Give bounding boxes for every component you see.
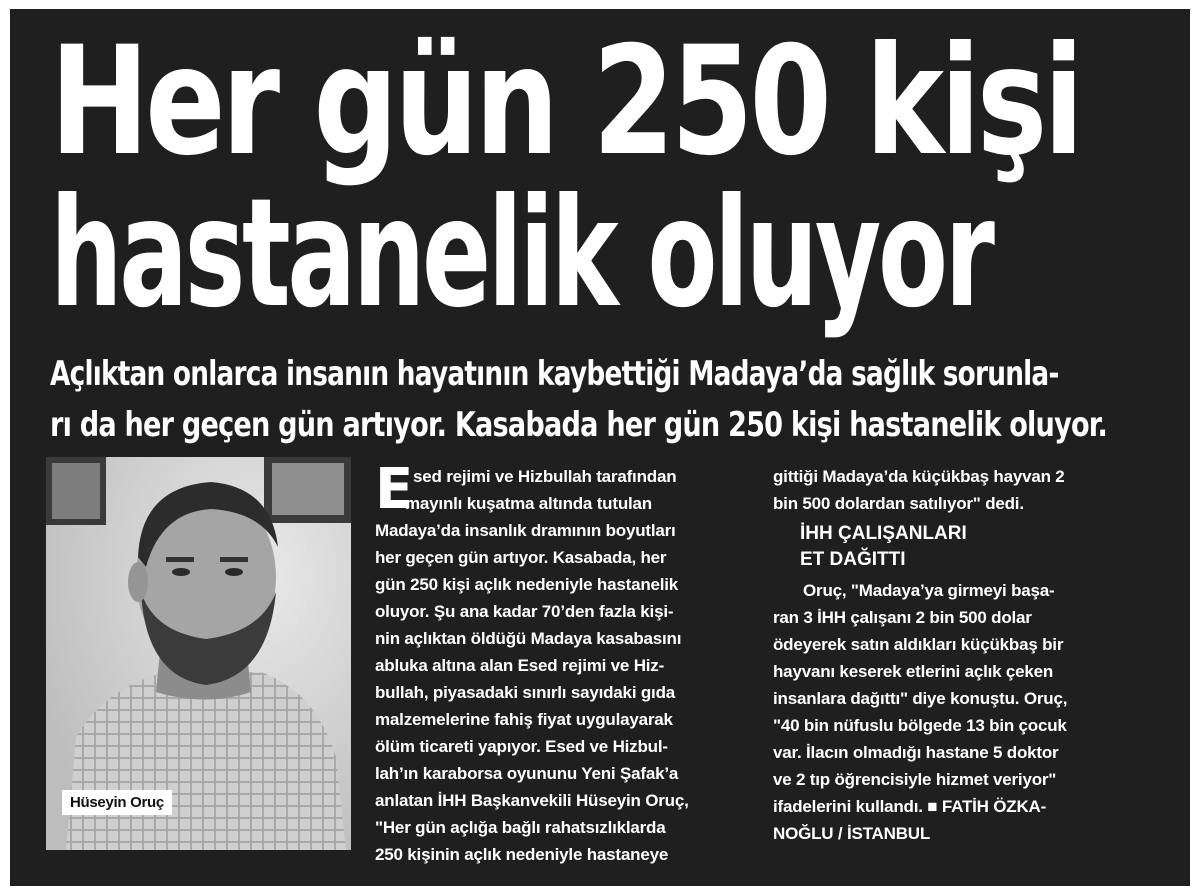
column-line: bullah, piyasadaki sınırlı sayıdaki gıda bbox=[375, 683, 676, 702]
column-line: abluka altına alan Esed rejimi ve Hiz- bbox=[375, 656, 665, 675]
subheading-line: ET DAĞITTI bbox=[800, 549, 906, 570]
subheading bbox=[800, 521, 1158, 573]
column-line: ifadelerini kullandı. ■ FATİH ÖZKA- bbox=[773, 797, 1047, 816]
column-line: ran 3 İHH çalışanı 2 bin 500 dolar bbox=[773, 608, 1032, 627]
headline-line-2: hastanelik oluyor bbox=[50, 167, 992, 341]
column-line: oluyor. Şu ana kadar 70’den fazla kişi- bbox=[375, 602, 674, 621]
subheading-line: İHH ÇALIŞANLARI bbox=[800, 523, 967, 544]
column-line: "40 bin nüfuslu bölgede 13 bin çocuk bbox=[773, 716, 1067, 735]
column-line: sed rejimi ve Hizbullah tarafından bbox=[413, 467, 677, 486]
column-line: hayvanı keserek etlerini açlık çeken bbox=[773, 662, 1054, 681]
column-line: ölüm ticareti yapıyor. Esed ve Hizbul- bbox=[375, 737, 668, 756]
drop-cap: E bbox=[375, 457, 414, 522]
column-line: ödeyerek satın aldıkları küçükbaş bir bbox=[773, 635, 1064, 654]
article-column-2 bbox=[773, 463, 1158, 847]
column-line: bin 500 dolardan satılıyor" dedi. bbox=[773, 494, 1024, 513]
column-line: anlatan İHH Başkanvekili Hüseyin Oruç, bbox=[375, 791, 689, 810]
column-line: ve 2 tıp öğrencisiyle hizmet veriyor" bbox=[773, 770, 1057, 789]
column-line: her geçen gün artıyor. Kasabada, her bbox=[375, 548, 667, 567]
column-line: lah’ın karaborsa oyununu Yeni Şafak’a bbox=[375, 764, 679, 783]
spot-line-1: Açlıktan onlarca insanın hayatının kaybettiği Madaya’da sağlık sorunla- bbox=[50, 354, 1059, 394]
portrait-photo bbox=[46, 457, 351, 850]
column-line: gün 250 kişi açlık nedeniyle hastanelik bbox=[375, 575, 679, 594]
column-line: mayınlı kuşatma altında tutulan bbox=[405, 494, 652, 513]
spot-text bbox=[50, 349, 1170, 451]
column-line: var. İlacın olmadığı hastane 5 doktor bbox=[773, 743, 1059, 762]
column-line: "Her gün açlığa bağlı rahatsızlıklarda bbox=[375, 818, 666, 837]
photo-caption: Hüseyin Oruç bbox=[62, 790, 172, 815]
column-line: 250 kişinin açlık nedeniyle hastaneye bbox=[375, 845, 669, 864]
byline: NOĞLU / İSTANBUL bbox=[773, 824, 931, 843]
headline-line-1: Her gün 250 kişi bbox=[50, 15, 1081, 189]
column-line: Madaya’da insanlık dramının boyutları bbox=[375, 521, 676, 540]
column-line: gittiği Madaya’da küçükbaş hayvan 2 bbox=[773, 467, 1065, 486]
column-line: malzemelerine fahiş fiyat uygulayarak bbox=[375, 710, 673, 729]
spot-line-2: rı da her geçen gün artıyor. Kasabada her gün 250 kişi hastanelik oluyor. bbox=[50, 405, 1108, 445]
column-line: Oruç, "Madaya’ya girmeyi başa- bbox=[803, 581, 1055, 600]
column-line: nin açlıktan öldüğü Madaya kasabasını bbox=[375, 629, 682, 648]
article-column-1 bbox=[375, 457, 755, 868]
column-line: insanlara dağıttı" diye konuştu. Oruç, bbox=[773, 689, 1068, 708]
